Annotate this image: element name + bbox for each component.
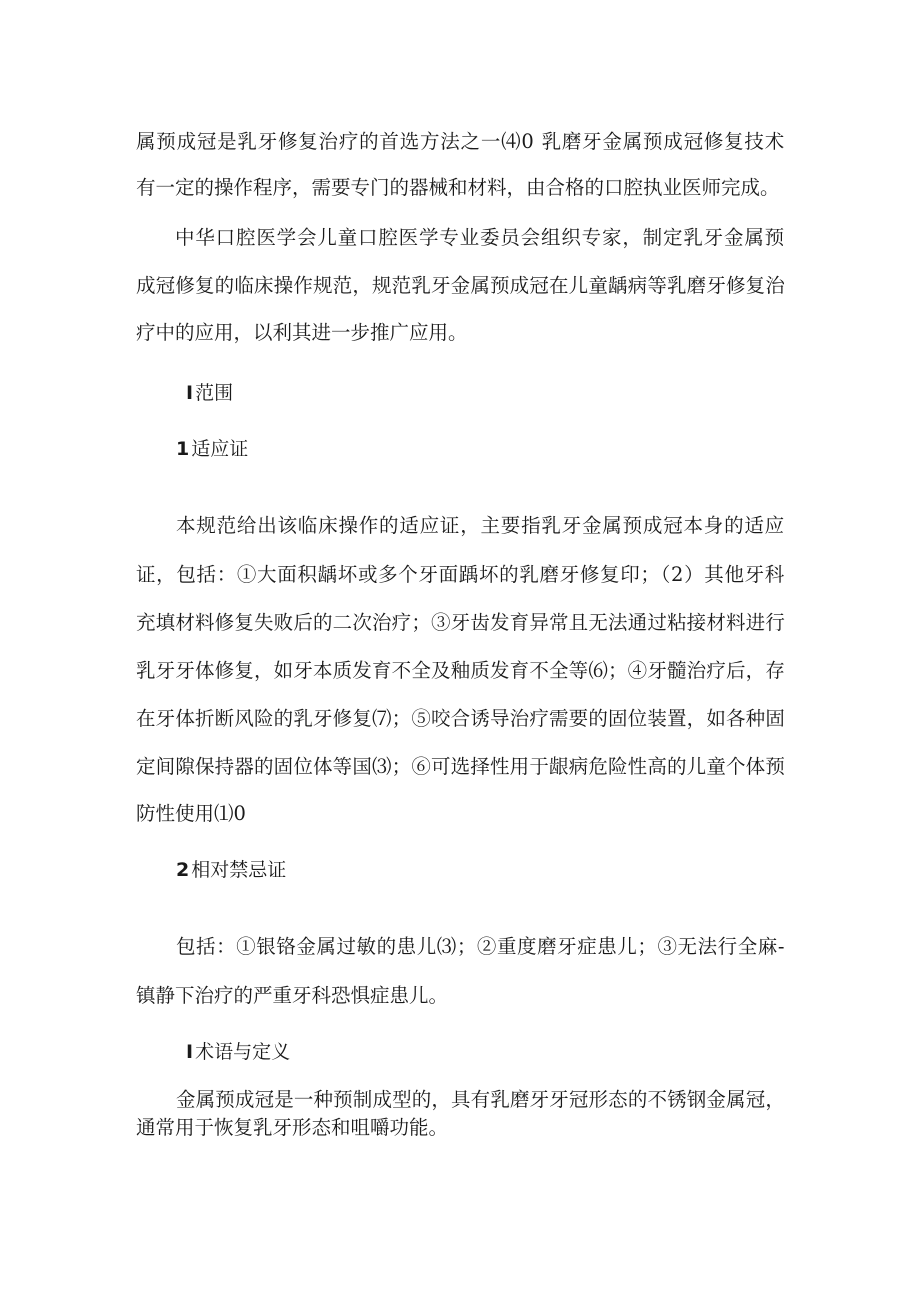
text-line: 充填材料修复失败后的二次治疗；③牙齿发育异常且无法通过粘接材料进行 <box>136 611 785 634</box>
section-number: 2 <box>176 859 190 881</box>
text-line: 中华口腔医学会儿童口腔医学专业委员会组织专家，制定乳牙金属预 <box>175 226 785 249</box>
text-line: 金属预成冠是一种预制成型的，具有乳磨牙牙冠形态的不锈钢金属冠， <box>176 1088 785 1111</box>
section-title: 术语与定义 <box>195 1041 291 1063</box>
section-heading <box>186 381 233 405</box>
text-line: 乳牙牙体修复，如牙本质发育不全及釉质发育不全等⑹；④牙髓治疗后，存 <box>136 659 785 682</box>
section-heading <box>176 437 248 461</box>
section-heading <box>176 858 286 882</box>
text-line: 包括：①银铬金属过敏的患儿⑶；②重度磨牙症患儿；③无法行全麻- <box>176 935 785 958</box>
text-line: 属预成冠是乳牙修复治疗的首选方法之一⑷0 乳磨牙金属预成冠修复技术 <box>136 130 785 153</box>
text-line: 有一定的操作程序，需要专门的器械和材料，由合格的口腔执业医师完成。 <box>136 176 780 199</box>
text-line: 本规范给出该临床操作的适应证，主要指乳牙金属预成冠本身的适应 <box>176 514 785 537</box>
text-line: 定间隙保持器的固位体等国⑶；⑥可选择性用于龈病危险性高的儿童个体预 <box>136 755 785 778</box>
section-title: 范围 <box>195 382 234 404</box>
text-line: 疗中的应用，以利其进一步推广应用。 <box>136 321 468 344</box>
section-title: 相对禁忌证 <box>191 859 287 881</box>
text-line: 镇静下治疗的严重牙科恐惧症患儿。 <box>136 984 449 1007</box>
text-line: 通常用于恢复乳牙形态和咀嚼功能。 <box>136 1116 449 1139</box>
text-line: 证，包括：①大面积龋坏或多个牙面踽坏的乳磨牙修复印；（2）其他牙科 <box>136 563 785 586</box>
section-heading <box>186 1040 290 1064</box>
text-line: 在牙体折断风险的乳牙修复⑺；⑤咬合诱导治疗需要的固位装置，如各种固 <box>136 707 785 730</box>
text-line: 成冠修复的临床操作规范，规范乳牙金属预成冠在儿童龋病等乳磨牙修复治 <box>136 274 785 297</box>
section-number: I <box>186 1041 194 1063</box>
section-title: 适应证 <box>191 438 249 460</box>
section-number: I <box>186 382 194 404</box>
text-line: 防性使用⑴0 <box>136 802 246 825</box>
section-number: 1 <box>176 438 190 460</box>
